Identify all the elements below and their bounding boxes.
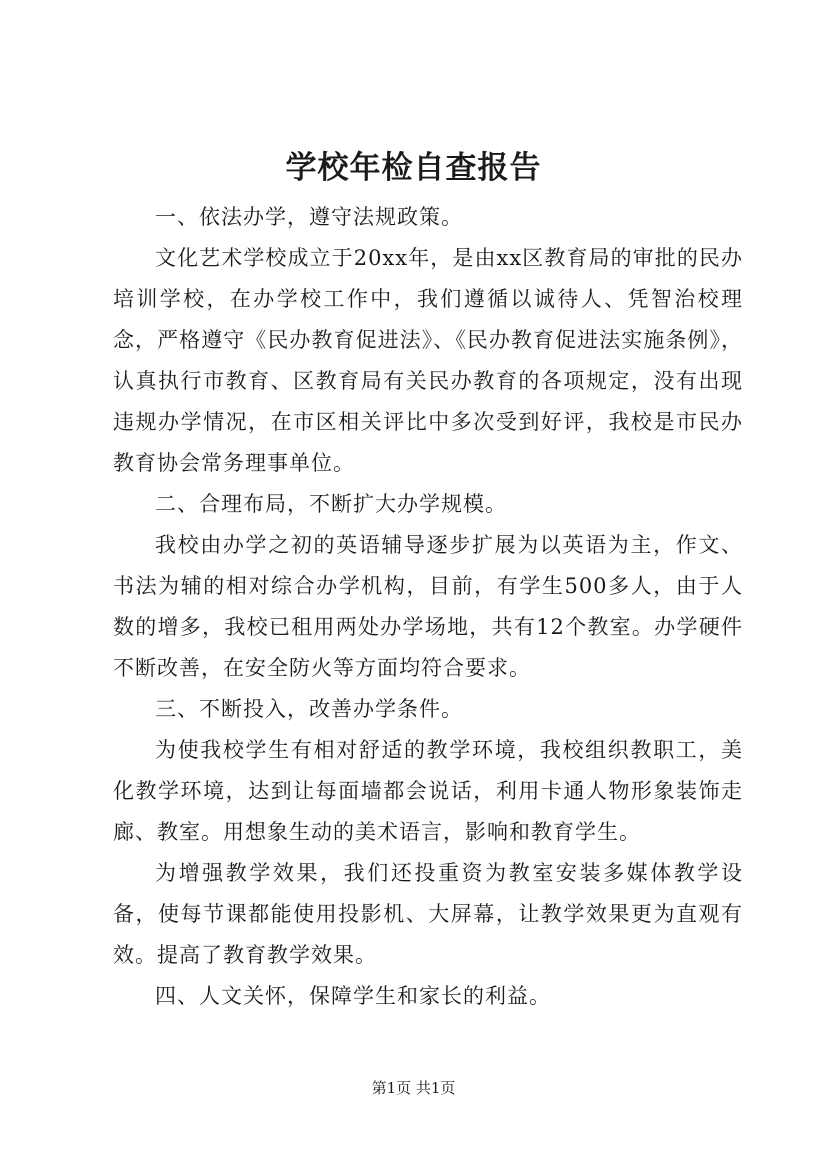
section-heading-2: 二、合理布局，不断扩大办学规模。 (155, 492, 507, 516)
body-paragraph: 文化艺术学校成立于20xx年，是由xx区教育局的审批的民办培训学校，在办学校工作中，我们遵循以诚待人、凭智治校理念，严格遵守《民办教育促进法》、《民办教育促进法实施条例》，认真执行市教育、区教育局有关民办教育的各项规定，没有出现违规办学情况，在市区相关评比中多次受到好评，我校是市民办教育协会常务理事单位。 (113, 246, 743, 475)
page-footer: 第1页 共1页 (371, 1079, 456, 1097)
section-heading-3: 三、不断投入，改善办学条件。 (155, 697, 463, 721)
body-paragraph: 我校由办学之初的英语辅导逐步扩展为以英语为主，作文、书法为辅的相对综合办学机构，目前，有学生500多人，由于人数的增多，我校已租用两处办学场地，共有12个教室。办学硬件不断改善，在安全防火等方面均符合要求。 (113, 533, 743, 680)
body-paragraph: 为增强教学效果，我们还投重资为教室安装多媒体教学设备，使每节课都能使用投影机、大屏幕，让教学效果更为直观有效。提高了教育教学效果。 (113, 861, 743, 967)
document-body (113, 197, 743, 1017)
document-title: 学校年检自查报告 (285, 150, 542, 186)
section-heading-4: 四、人文关怀，保障学生和家长的利益。 (155, 984, 551, 1008)
section-heading-1: 一、依法办学，遵守法规政策。 (155, 205, 463, 229)
body-paragraph: 为使我校学生有相对舒适的教学环境，我校组织教职工，美化教学环境，达到让每面墙都会说话，利用卡通人物形象装饰走廊、教室。用想象生动的美术语言，影响和教育学生。 (113, 738, 743, 844)
